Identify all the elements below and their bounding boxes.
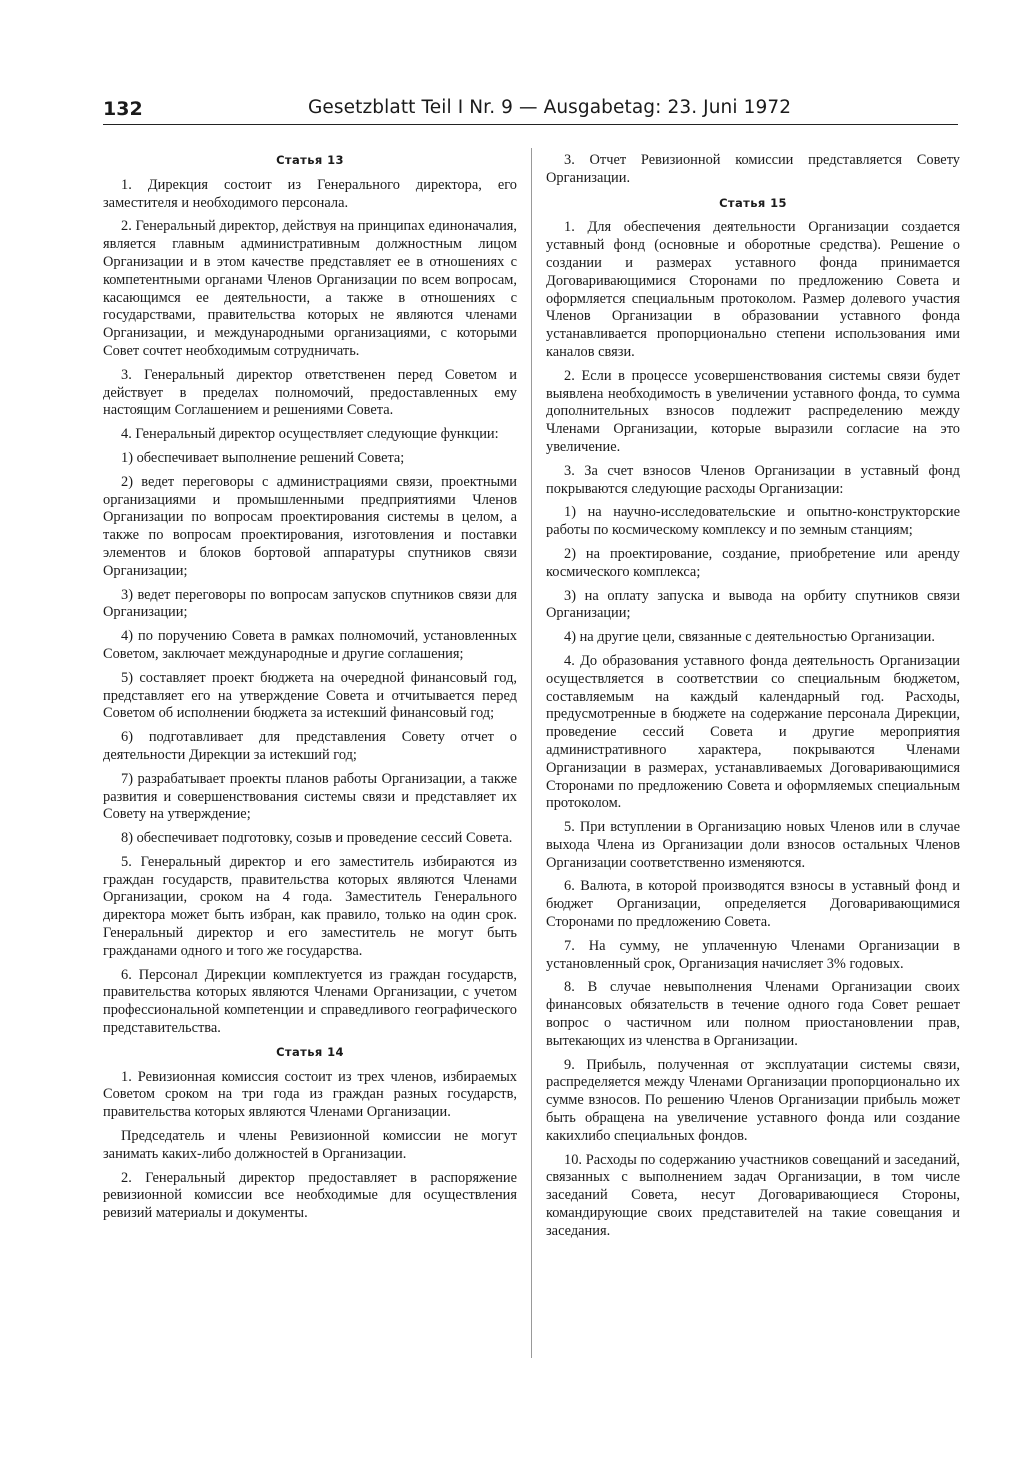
header-rule: [103, 124, 958, 125]
paragraph: 1. Ревизионная комиссия состоит из трех членов, избираемых Советом сроком на три года из граждан разных государств, правительства которых являются Членами Организации.: [103, 1068, 517, 1121]
paragraph: 1. Дирекция состоит из Генерального директора, его заместителя и необходимого персонала.: [103, 176, 517, 211]
paragraph: 4. До образования уставного фонда деятельность Организации осуществляется в соответствии со специальным бюджетом, составляемым на каждый календарный год. Расходы, предусмотренные в бюджете на содержание персонала Дирекции, проведение сессий Совета и другие мероприятия административного характера, покрываются Членами Организации в размерах, устанавливаемых Договаривающимися Сторонами по предложению Совета и оформляемых специальным протоколом.: [546, 652, 960, 812]
paragraph: 6. Персонал Дирекции комплектуется из граждан государств, правительства которых являются Членами Организации, с учетом профессиональной компетенции и справедливого географического представительства.: [103, 966, 517, 1037]
paragraph: 3) на оплату запуска и вывода на орбиту спутников связи Организации;: [546, 587, 960, 622]
paragraph: 6) подготавливает для представления Совету отчет о деятельности Дирекции за истекший год;: [103, 729, 517, 763]
paragraph: 2) на проектирование, создание, приобретение или аренду космического комплекса;: [546, 545, 960, 580]
paragraph: 5) составляет проект бюджета на очередной финансовый год, представляет его на утверждение Совета и отчитывается перед Советом об исполнении бюджета за истекший финансовый год;: [103, 669, 517, 722]
paragraph: 1) на научно-исследовательские и опытно-конструкторские работы по космическому комплексу и по земным станциям;: [546, 504, 960, 539]
paragraph: 4) на другие цели, связанные с деятельностью Организации.: [564, 629, 935, 646]
paragraph: 3) ведет переговоры по вопросам запусков спутников связи для Организации;: [103, 586, 517, 621]
article-heading: Статья 13: [276, 153, 344, 167]
paragraph: 8) обеспечивает подготовку, созыв и проведение сессий Совета.: [121, 830, 513, 847]
paragraph: 3. Генеральный директор ответственен перед Советом и действует в пределах полномочий, предоставленных ему настоящим Соглашением и решениями Совета.: [103, 366, 517, 419]
article-heading: Статья 15: [719, 195, 787, 210]
right-column: [546, 152, 960, 1247]
paragraph: 8. В случае невыполнения Членами Организации своих финансовых обязательств в течение одного года Совет решает вопрос о частичном или полном приостановлении прав, вытекающих из членства в Организации.: [546, 979, 960, 1049]
paragraph: 2. Генеральный директор предоставляет в распоряжение ревизионной комиссии все необходимые для осуществления ревизий материалы и документы.: [103, 1169, 517, 1222]
paragraph: Председатель и члены Ревизионной комиссии не могут занимать каких-либо должностей в Организации.: [103, 1128, 517, 1162]
page-number: 132: [103, 98, 143, 120]
paragraph: 5. При вступлении в Организацию новых Членов или в случае выхода Члена из Организации доли взносов остальных Членов Организации соответственно изменяются.: [546, 819, 960, 871]
article-heading: Статья 14: [276, 1044, 344, 1059]
paragraph: 5. Генеральный директор и его заместитель избираются из граждан государств, правительства которых являются Членами Организации, сроком на 4 года. Заместитель Генерального директора может быть избран, как правило, только на один срок. Генеральный директор и его заместитель не могут быть гражданами одного и того же государства.: [103, 853, 517, 959]
paragraph: 4) по поручению Совета в рамках полномочий, установленных Советом, заключает международные и другие соглашения;: [103, 628, 517, 662]
paragraph: 1. Для обеспечения деятельности Организации создается уставный фонд (основные и оборотные средства). Решение о создании и размерах уставного фонда принимается Договаривающимися Сторонами по предложению Совета и оформляется специальным протоколом. Размер долевого участия Членов Организации в образовании уставного фонда устанавливается пропорционально степени использования ими каналов связи.: [546, 219, 960, 360]
page-header: [103, 96, 958, 126]
paragraph: 1) обеспечивает выполнение решений Совета;: [121, 449, 405, 466]
paragraph: 7. На сумму, не уплаченную Членами Организации в установленный срок, Организация начисляет 3% годовых.: [546, 937, 960, 972]
paragraph: 2) ведет переговоры с администрациями связи, проектными организациями и промышленными предприятиями Членов Организации по вопросам проектирования системы в целом, а также по вопросам проектирования, изготовления и поставки элементов и блоков бортовой аппаратуры спутников связи Организации;: [103, 473, 517, 579]
paragraph: 2. Генеральный директор, действуя на принципах единоначалия, является главным административным должностным лицом Организации и в этом качестве представляет ее в отношениях с компетентными органами Членов Организации по всем вопросам, касающимся ее деятельности, а также в отношениях с государствами, правительства которых не являются членами Организации, и международными организациями, с которыми Совет сочтет необходимым сотрудничать.: [103, 218, 517, 359]
paragraph: 3. Отчет Ревизионной комиссии представляется Совету Организации.: [546, 152, 960, 186]
column-divider: [531, 148, 532, 1358]
running-head: Gesetzblatt Teil I Nr. 9 — Ausgabetag: 23. Juni 1972: [308, 97, 792, 118]
paragraph: 3. За счет взносов Членов Организации в уставный фонд покрываются следующие расходы Организации:: [546, 462, 960, 497]
left-column: [103, 152, 517, 1229]
paragraph: 9. Прибыль, полученная от эксплуатации системы связи, распределяется между Членами Организации пропорционально их сумме взносов. По решению Членов Организации прибыль может быть обращена на увеличение уставного фонда или создание какихлибо специальных фондов.: [546, 1056, 960, 1144]
paragraph: 2. Если в процессе усовершенствования системы связи будет выявлена необходимость в увеличении уставного фонда, то сумма дополнительных взносов подлежит распределению между Членами Организации, которые выразили согласие на это увеличение.: [546, 367, 960, 455]
paragraph: 4. Генеральный директор осуществляет следующие функции:: [121, 426, 499, 443]
paragraph: 10. Расходы по содержанию участников совещаний и заседаний, связанных с выполнением задач Организации, в том числе заседаний Совета, несут Договаривающиеся Стороны, командирующие своих представителей на такие совещания и заседания.: [546, 1151, 960, 1239]
paragraph: 6. Валюта, в которой производятся взносы в уставный фонд и бюджет Организации, определяется Договаривающимися Сторонами по предложению Совета.: [546, 878, 960, 931]
paragraph: 7) разрабатывает проекты планов работы Организации, а также развития и совершенствования системы связи и представляет их Совету на утверждение;: [103, 770, 517, 823]
